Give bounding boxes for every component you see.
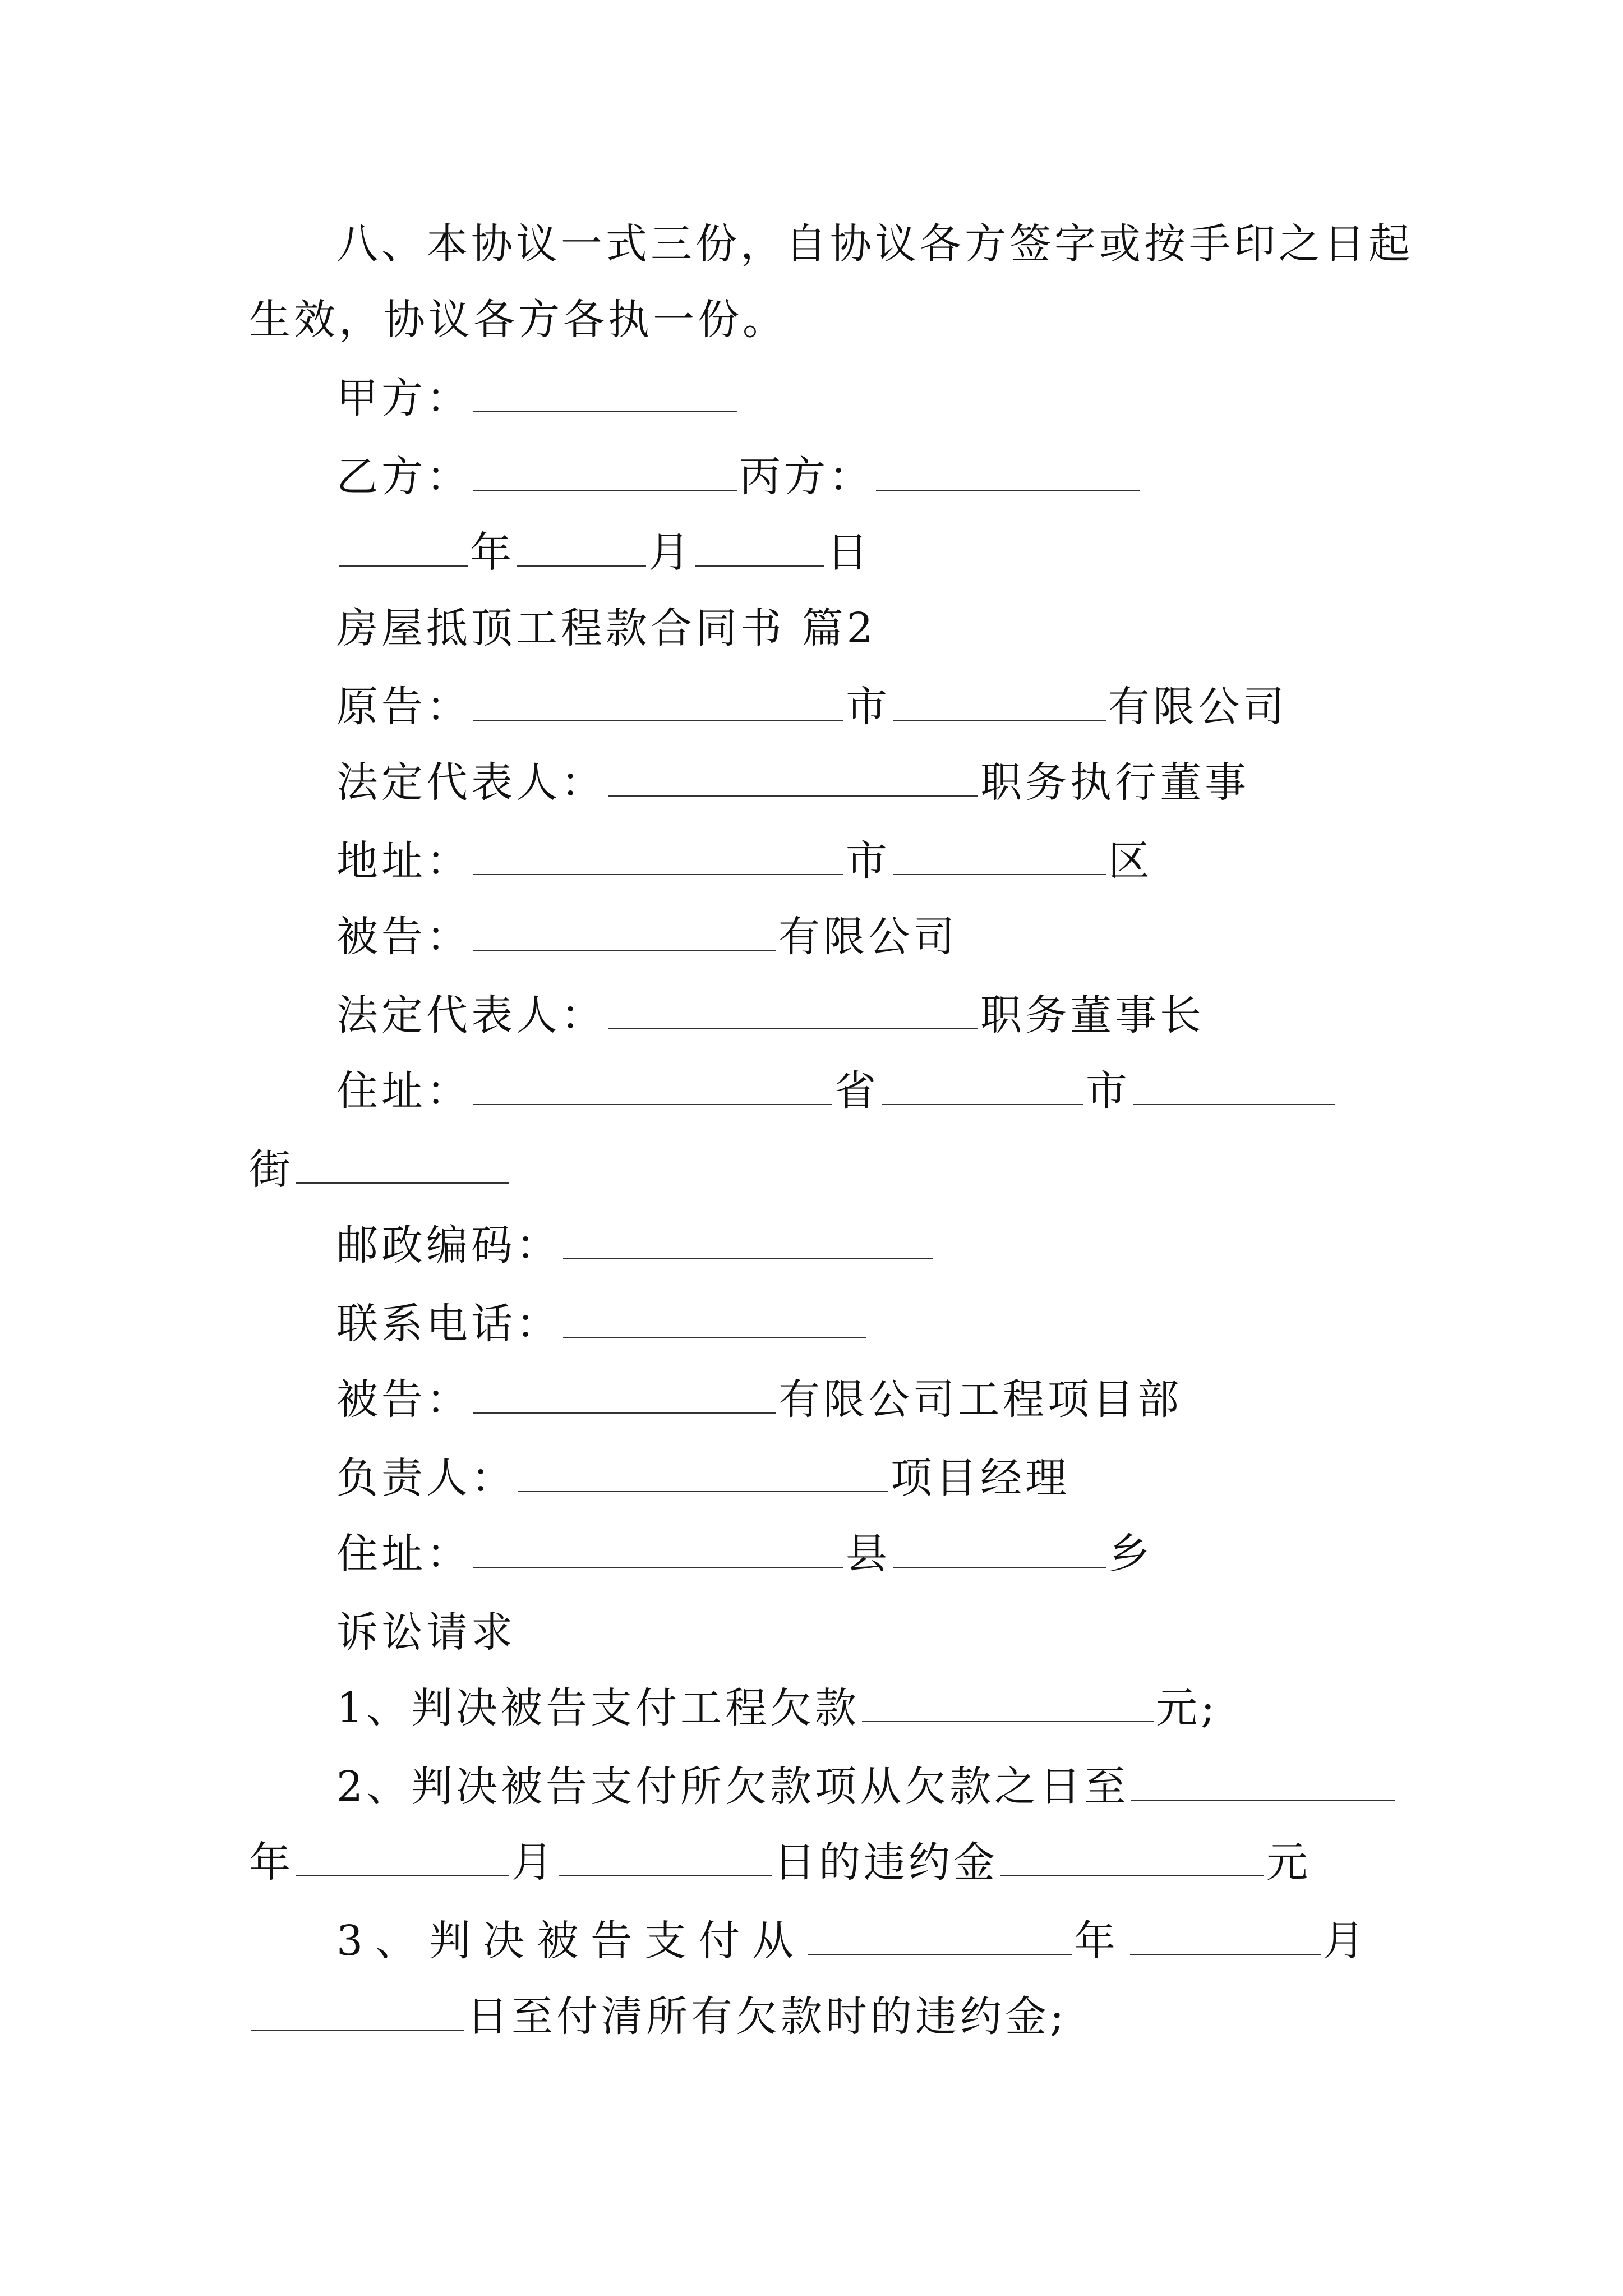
phone-label: 联系电话： [336,1300,561,1348]
claim-3-year-label: 年 [1074,1917,1128,1965]
claim-1-unit: 元; [1156,1684,1219,1732]
claim-3-line-2 [249,1989,1067,2045]
defendant-2-addr-label: 住址： [336,1530,471,1578]
claim-3-line-1 [336,1913,1377,1969]
claim-3-year-blank[interactable] [808,1920,1072,1955]
claim-3-month-label: 月 [1323,1917,1377,1965]
manager-label: 负责人： [336,1454,516,1502]
postcode-blank[interactable] [563,1225,933,1259]
party-c-label: 丙方： [739,453,874,501]
defendant-1-rep-line [336,987,1205,1043]
sign-year-blank[interactable] [339,532,468,567]
plaintiff-label: 原告： [336,683,471,731]
defendant-1-street-line [249,1142,511,1198]
signature-party-b-c [336,449,1142,505]
plaintiff-line [336,679,1288,735]
defendant-2-label: 被告： [336,1375,471,1424]
defendant-1-postcode-line [336,1217,935,1273]
defendant-1-label: 被告： [336,913,471,961]
plaintiff-address-line [336,833,1153,889]
claim-2-day-blank[interactable] [559,1842,772,1876]
defendant-1-line [336,909,958,965]
defendant-1-city-label: 市 [1086,1067,1131,1115]
signature-date [336,524,872,581]
party-a-blank[interactable] [473,378,737,412]
defendant-2-address-line [336,1526,1153,1582]
plaintiff-rep-line [336,754,1249,811]
defendant-1-city-blank[interactable] [1133,1070,1335,1105]
defendant-1-address-line [336,1063,1337,1119]
claim-1-text: 1、判决被告支付工程欠款 [336,1684,860,1732]
claim-2-text: 2、判决被告支付所欠款项从欠款之日至 [336,1763,1129,1811]
defendant-2-manager-line [336,1450,1070,1506]
claim-3-tail: 日至付清所有欠款时的违约金; [467,1993,1067,2041]
party-b-label: 乙方： [336,453,471,501]
sign-month-blank[interactable] [517,532,646,567]
claim-2-amount-blank[interactable] [1000,1842,1264,1876]
sign-day-blank[interactable] [695,532,824,567]
claim-3-text: 3、判决被告支付从 [336,1917,806,1965]
section-title: 房屋抵顶工程款合同书 篇2 [336,604,877,652]
claim-2-line-1 [336,1759,1397,1815]
defendant-1-street-blank[interactable] [296,1149,509,1184]
defendant-2-addr-blank[interactable] [473,1533,843,1568]
claim-2-year-label: 年 [249,1838,294,1887]
plaintiff-addr-city-blank[interactable] [893,840,1106,875]
defendant-1-company-label: 有限公司 [778,913,958,961]
claims-heading: 诉讼请求 [336,1608,516,1657]
claim-3-day-blank[interactable] [251,1996,464,2031]
county-label: 县 [846,1530,891,1578]
sign-year-label: 年 [470,528,515,577]
defendant-1-addr-label: 住址： [336,1067,471,1115]
claim-2-month-blank[interactable] [296,1842,509,1876]
plaintiff-company-label: 有限公司 [1108,683,1288,731]
plaintiff-rep-blank[interactable] [608,762,978,797]
sign-month-label: 月 [648,528,693,577]
plaintiff-city-label: 市 [846,683,891,731]
plaintiff-rep-title: 职务执行董事 [980,758,1249,807]
claim-2-penalty-label: 日的违约金 [774,1838,998,1887]
county-blank[interactable] [893,1533,1106,1568]
defendant-2-company-label: 有限公司工程项目部 [778,1375,1182,1424]
defendant-2-line [336,1372,1182,1428]
phone-blank[interactable] [563,1303,866,1338]
claim-2-date-blank[interactable] [1131,1766,1395,1801]
plaintiff-name-blank[interactable] [473,686,843,721]
signature-party-a [336,370,739,426]
defendant-1-province-blank[interactable] [882,1070,1083,1105]
plaintiff-rep-label: 法定代表人： [336,758,606,807]
defendant-1-rep-blank[interactable] [608,995,978,1029]
clause-8-line-2: 生效，协议各方各执一份。 [249,296,787,344]
township-label: 乡 [1108,1530,1153,1578]
manager-blank[interactable] [518,1457,888,1492]
defendant-1-province-label: 省 [834,1067,879,1115]
claim-2-unit: 元 [1266,1838,1311,1887]
plaintiff-addr-label: 地址： [336,837,471,885]
claim-3-month-blank[interactable] [1130,1920,1321,1955]
party-c-blank[interactable] [876,456,1140,491]
manager-title: 项目经理 [891,1454,1070,1502]
plaintiff-addr-city-label: 市 [846,837,891,885]
defendant-1-name-blank[interactable] [473,916,776,951]
defendant-1-addr-blank[interactable] [473,1070,832,1105]
claim-2-month-label: 月 [511,1838,556,1887]
claim-2-line-2 [249,1834,1311,1890]
party-b-blank[interactable] [473,456,737,491]
sign-day-label: 日 [827,528,872,577]
claim-1-amount-blank[interactable] [862,1687,1154,1722]
plaintiff-city-blank[interactable] [893,686,1106,721]
defendant-1-phone-line [336,1296,868,1352]
defendant-1-street-label: 街 [249,1145,294,1194]
postcode-label: 邮政编码： [336,1221,561,1269]
party-a-label: 甲方： [336,374,471,422]
plaintiff-addr-blank[interactable] [473,840,843,875]
clause-8-line-1: 八、本协议一式三份，自协议各方签字或按手印之日起 [336,220,1413,268]
claim-1 [336,1680,1218,1736]
plaintiff-addr-district-label: 区 [1108,837,1153,885]
defendant-1-rep-title: 职务董事长 [980,991,1205,1039]
defendant-1-rep-label: 法定代表人： [336,991,606,1039]
defendant-2-name-blank[interactable] [473,1379,776,1414]
